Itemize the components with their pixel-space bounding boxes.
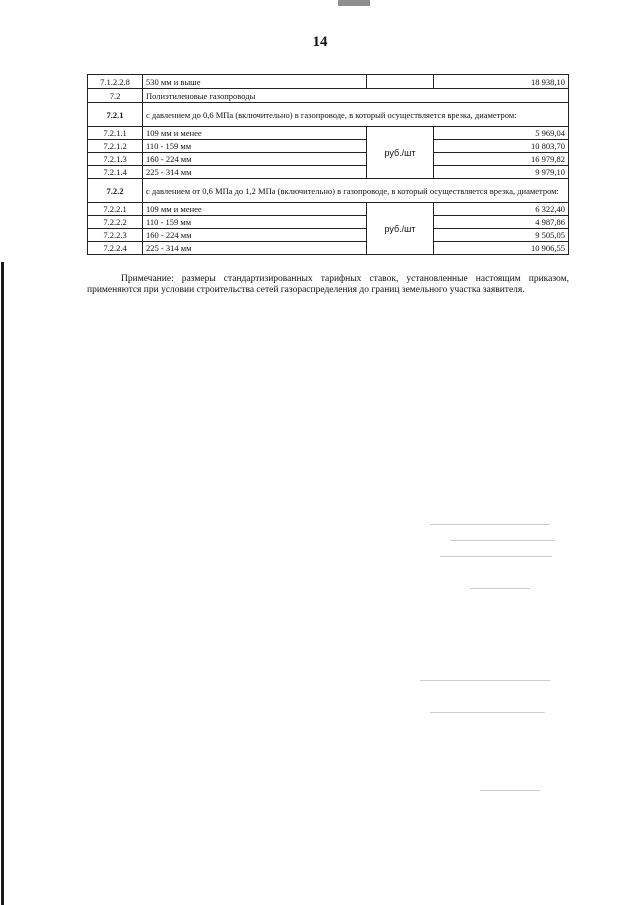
row-name: с давлением до 0,6 МПа (включительно) в газопроводе, в который осуществляется врезка, диаметром: xyxy=(143,103,569,127)
row-name: 225 - 314 мм xyxy=(143,242,367,255)
footnote xyxy=(87,274,569,296)
row-code: 7.2.1.2 xyxy=(88,140,143,153)
row-name: 110 - 159 мм xyxy=(143,216,367,229)
table-row xyxy=(88,229,569,242)
scan-noise xyxy=(430,524,550,525)
table-row xyxy=(88,127,569,140)
row-code: 7.1.2.2.8 xyxy=(88,75,143,89)
page-number: 14 xyxy=(312,34,328,50)
row-price: 9 979,10 xyxy=(434,166,569,179)
row-price: 9 505,05 xyxy=(434,229,569,242)
row-code: 7.2.1.1 xyxy=(88,127,143,140)
table-row xyxy=(88,203,569,216)
table-row xyxy=(88,140,569,153)
scan-noise xyxy=(480,790,540,791)
table-row xyxy=(88,216,569,229)
row-code: 7.2.2 xyxy=(88,179,143,203)
row-name: 160 - 224 мм xyxy=(143,153,367,166)
row-code: 7.2.1.4 xyxy=(88,166,143,179)
row-name: 160 - 224 мм xyxy=(143,229,367,242)
row-name: Полиэтиленовые газопроводы xyxy=(143,89,569,103)
row-name: с давлением от 0,6 МПа до 1,2 МПа (включительно) в газопроводе, в который осуществляется врезка, диаметром: xyxy=(143,179,569,203)
row-name: 109 мм и менее xyxy=(143,203,367,216)
row-price: 4 987,86 xyxy=(434,216,569,229)
row-price: 10 906,55 xyxy=(434,242,569,255)
row-code: 7.2.2.3 xyxy=(88,229,143,242)
scan-noise xyxy=(440,556,552,557)
unit-cell: руб./шт xyxy=(367,127,434,179)
scan-noise xyxy=(430,712,545,713)
table-row xyxy=(88,166,569,179)
row-code: 7.2.2.2 xyxy=(88,216,143,229)
row-price: 18 938,10 xyxy=(434,75,569,89)
footnote-text: Примечание: размеры стандартизированных тарифных ставок, установленные настоящим приказом, применяются при условии строительства сетей газораспределения до границ земельного участка заявителя. xyxy=(87,274,569,295)
row-name: 110 - 159 мм xyxy=(143,140,367,153)
table-row xyxy=(88,89,569,103)
scan-noise xyxy=(450,540,555,541)
row-name: 109 мм и менее xyxy=(143,127,367,140)
scan-noise xyxy=(420,680,550,681)
table-row xyxy=(88,75,569,89)
row-code: 7.2.1 xyxy=(88,103,143,127)
row-unit xyxy=(367,75,434,89)
row-price: 5 969,04 xyxy=(434,127,569,140)
row-code: 7.2.2.4 xyxy=(88,242,143,255)
table-row xyxy=(88,103,569,127)
table-row xyxy=(88,242,569,255)
unit-cell: руб./шт xyxy=(367,203,434,255)
row-name: 530 мм и выше xyxy=(143,75,367,89)
row-price: 6 322,40 xyxy=(434,203,569,216)
scan-artifact xyxy=(338,0,370,6)
scan-noise xyxy=(470,588,530,589)
row-name: 225 - 314 мм xyxy=(143,166,367,179)
row-price: 16 979,82 xyxy=(434,153,569,166)
table-row xyxy=(88,179,569,203)
row-code: 7.2.2.1 xyxy=(88,203,143,216)
table-row xyxy=(88,153,569,166)
row-price: 10 803,70 xyxy=(434,140,569,153)
row-code: 7.2.1.3 xyxy=(88,153,143,166)
scan-edge-bar xyxy=(1,262,4,905)
tariff-table xyxy=(87,74,569,255)
row-code: 7.2 xyxy=(88,89,143,103)
